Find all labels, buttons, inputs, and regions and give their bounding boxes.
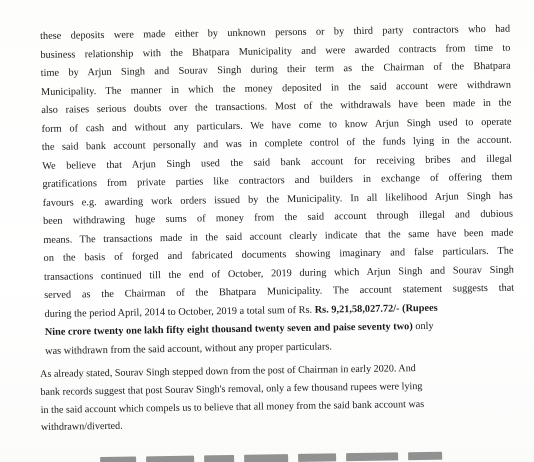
cut-off-word	[204, 455, 234, 462]
text-line: been withdrawing huge sums of money from the said account through illegal and dubious	[42, 208, 514, 227]
text-line: favours e.g. awarding work orders issued by the Municipality. In all likelihood Arjun Singh has	[42, 190, 513, 209]
text-line: form of cash and without any particulars. We have come to know Arjun Singh used to operate	[41, 116, 512, 135]
text-line: We believe that Arjun Singh used the said bank account for receiving bribes and illegal	[42, 153, 513, 172]
text-line: Municipality. The manner in which the money deposited in the said account were withdrawn	[40, 79, 512, 98]
text-line: the said bank account personally and was in complete control of the funds lying in the account.	[41, 134, 512, 153]
text-line: business relationship with the Bhatpara Municipality and were awarded contracts from time to	[40, 42, 511, 61]
text-line: time by Arjun Singh and Sourav Singh during their term as the Chairman of the Bhatpara	[40, 60, 511, 79]
text-line: bank records suggest that post Sourav Singh's removal, only a few thousand rupees were lying	[40, 380, 423, 398]
text-line: in the said account which compels us to believe that all money from the said bank account was	[40, 398, 425, 416]
text-span: during the period April, 2014 to October, 2019 a total sum of Rs.	[44, 304, 313, 320]
cut-off-word	[408, 452, 442, 462]
cut-off-word	[146, 456, 194, 462]
text-line: these deposits were made either by unknown persons or by third party contractors who had	[40, 23, 511, 42]
paragraph-withdrawals	[40, 21, 515, 361]
text-line: also raises serious doubts over the transactions. Most of the withdrawals have been made in the	[41, 97, 512, 116]
paragraph-removal	[40, 359, 511, 438]
text-line: was withdrawn from the said account, without any proper particulars.	[44, 340, 333, 357]
text-line: As already stated, Sourav Singh stepped down from the post of Chairman in early 2020. And	[40, 363, 416, 380]
amount-in-words: Nine crore twenty one lakh fifty eight thousand twenty seven and paise seventy two)	[44, 321, 413, 338]
text-line: served as the Chairman of the Bhatpara Municipality. The account statement suggests that	[44, 282, 515, 301]
cut-off-word	[346, 452, 398, 462]
text-line: on the basis of forged and fabricated documents showing imaginary and false particulars. The	[43, 245, 514, 264]
cut-off-word	[298, 453, 336, 462]
cut-off-word	[244, 454, 288, 462]
text-line: means. The transactions made in the said account clearly indicate that the same have been made	[43, 227, 514, 246]
cut-off-word	[100, 456, 136, 462]
text-line: transactions continued till the end of October, 2019 during which Arjun Singh and Sourav Singh	[43, 264, 514, 283]
amount-figure: Rs. 9,21,58,027.72/- (Rupees	[314, 302, 438, 316]
text-line: withdrawn/diverted.	[40, 421, 123, 434]
text-span: only	[415, 320, 434, 333]
cut-off-text-line	[40, 445, 510, 462]
text-line: gratifications from private parties like contractors and builders in exchange of offering them	[42, 171, 513, 190]
